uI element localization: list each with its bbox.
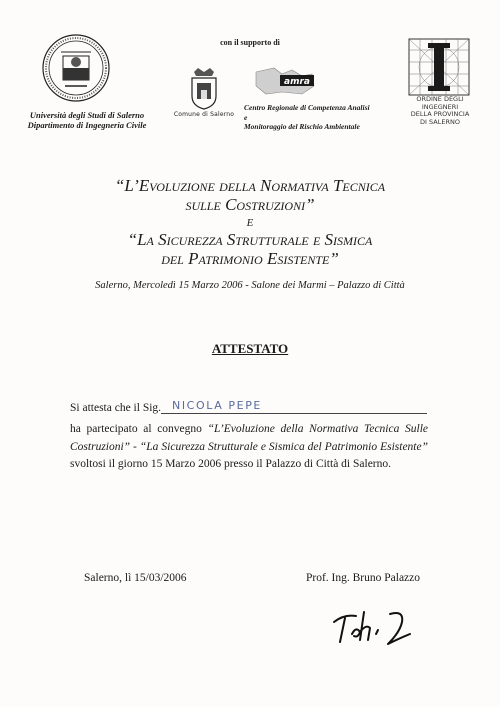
event-details: Salerno, Mercoledì 15 Marzo 2006 - Salone dei Marmi – Palazzo di Città	[95, 280, 405, 291]
certificate-heading: ATTESTATO	[211, 341, 289, 356]
university-name: Università degli Studi di Salerno Dipartimento di Ingegneria Civile	[27, 110, 147, 130]
participant-name: NICOLA PEPE	[172, 399, 262, 412]
amra-logo-icon	[252, 66, 316, 96]
ordine-ingegneri-name: ORDINE DEGLI INGEGNERI DELLA PROVINCIA DI SALERNO	[410, 95, 470, 126]
title-line-5: del Patrimonio Esistente”	[161, 249, 339, 268]
title-line-1: “L’Evoluzione della Normativa Tecnica	[114, 176, 386, 195]
signature-icon	[330, 604, 430, 646]
signatory-name: Prof. Ing. Bruno Palazzo	[306, 572, 421, 584]
title-line-2: sulle Costruzioni”	[185, 195, 315, 214]
ordine-ingegneri-logo-icon	[408, 38, 470, 96]
amra-logo-text: amra	[284, 77, 310, 87]
title-conjunction: e	[246, 214, 254, 230]
centro-regionale: Centro Regionale di Competenza Analisi e Monitoraggio del Rischio Ambientale	[244, 103, 370, 131]
certify-intro: Si attesta che il Sig.	[70, 402, 162, 414]
place-date: Salerno, lì 15/03/2006	[84, 572, 187, 584]
name-underline	[161, 413, 427, 414]
certificate-body: ha partecipato al convegno “L’Evoluzione della Normativa Tecnica Sulle Costruzioni” - “La Sicurezza Strutturale e Sismica del Patrimonio Esistente” svoltosi il giorno 15 Marzo 2006 presso il Palazzo di Città di Salerno.	[70, 423, 428, 470]
comune-crest-icon	[186, 66, 222, 110]
university-seal-icon	[41, 32, 111, 104]
comune-name: Comune di Salerno	[173, 111, 235, 118]
support-label: con il supporto di	[220, 38, 280, 47]
title-line-4: “La Sicurezza Strutturale e Sismica	[127, 230, 373, 249]
